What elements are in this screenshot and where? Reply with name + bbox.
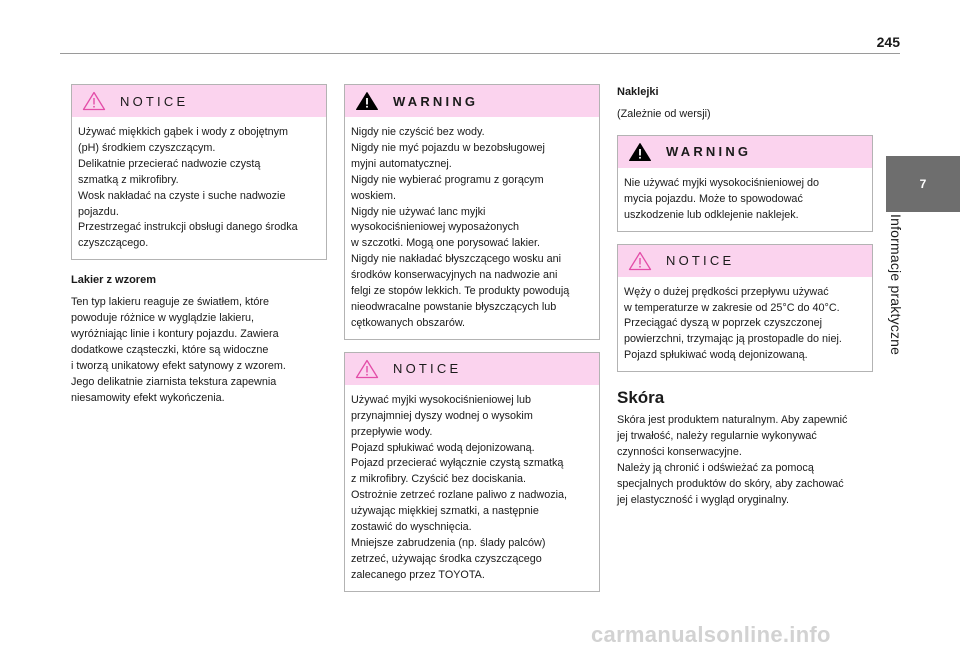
section-subnote: (Zależnie od wersji) bbox=[617, 108, 711, 120]
page-number: 245 bbox=[876, 34, 900, 50]
warning-triangle-filled-icon bbox=[355, 91, 379, 111]
notice-text: Używać myjki wysokociśnieniowej lub przynajmniej dyszy wodnej o wysokim przepływie wody. Pojazd spłukiwać wodą dejonizowaną. Pojazd przecierać wyłącznie czystą szmatką z mikrofibry. Czyścić bez dociskania. Ostrożnie zetrzeć rozlane paliwo z nadwozia, używając miękkiej szmatki, a następnie zostawić do wyschnięcia. Mniejsze zabrudzenia (np. ślady palców) zetrzeć, używając środka czyszczącego zalecanego przez TOYOTA. bbox=[351, 393, 568, 581]
warning-label: WARNING bbox=[393, 93, 479, 109]
warning-box bbox=[344, 84, 600, 340]
notice-label: NOTICE bbox=[393, 361, 462, 377]
section-heading: Naklejki bbox=[617, 86, 659, 98]
warning-text: Nie używać myjki wysokociśnieniowej do mycia pojazdu. Może to spowodować uszkodzenie lub odklejenie naklejek. bbox=[624, 176, 820, 221]
watermark: carmanualsonline.info bbox=[591, 622, 831, 647]
notice-text: Węży o dużej prędkości przepływu używać w temperaturze w zakresie od 25°C do 40°C. Przeciągać dyszą w poprzek czyszczonej powierzchni, trzymając ją prostopadle do niej. Pojazd spłukiwać wodą dejonizowaną. bbox=[624, 285, 842, 362]
warning-text: Nigdy nie czyścić bez wody. Nigdy nie myć pojazdu w bezobsługowej myjni automatycznej. Nigdy nie wybierać programu z gorącym woskiem. Nigdy nie używać lanc myjki wysokociśnieniowej wyposażonych w szczotki. Mogą one porysować lakier. Nigdy nie nakładać błyszczącego wosku ani środków konserwacyjnych na nadwozie ani felgi ze stopów lekkich. Te produkty powodują nieodwracalne powstanie błyszczących lub cętkowanych obszarów. bbox=[351, 126, 570, 329]
warning-triangle-outline-icon bbox=[82, 91, 106, 111]
section-paragraph: Ten typ lakieru reaguje ze światłem, które powoduje różnice w wyglądzie lakieru, wyróżniając linie i kontury pojazdu. Zawiera dodatkowe cząsteczki, które są widoczne i tworzą unikatowy efekt satynowy z wzorem. Jego delikatnie ziarnista tekstura zapewnia niesamowity efekt wykończenia. bbox=[71, 296, 286, 404]
warning-header bbox=[345, 85, 599, 117]
notice-box bbox=[617, 244, 873, 373]
notice-text: Używać miękkich gąbek i wody z obojętnym (pH) środkiem czyszczącym. Delikatnie przecierać nadwozie czystą szmatką z mikrofibry. Wosk nakładać na czyste i suche nadwozie pojazdu. Przestrzegać instrukcji obsługi danego środka czyszczącego. bbox=[78, 126, 298, 250]
chapter-tab[interactable]: 7 bbox=[886, 156, 960, 212]
column-2 bbox=[344, 84, 600, 604]
section-paragraph: Skóra jest produktem naturalnym. Aby zapewnić jej trwałość, należy regularnie wykonywać czynności konserwacyjne. Należy ją chronić i odświeżać za pomocą specjalnych produktów do skóry, aby zachować jej elastyczność i wygląd oryginalny. bbox=[617, 414, 848, 506]
chapter-title: Informacje praktyczne bbox=[888, 214, 904, 356]
warning-box bbox=[617, 135, 873, 232]
column-3 bbox=[617, 84, 873, 509]
warning-triangle-outline-icon bbox=[628, 251, 652, 271]
column-1 bbox=[71, 84, 327, 407]
warning-triangle-filled-icon bbox=[628, 142, 652, 162]
notice-header bbox=[345, 353, 599, 385]
warning-label: WARNING bbox=[666, 144, 752, 160]
chapter-title-container bbox=[888, 214, 912, 374]
notice-label: NOTICE bbox=[120, 93, 189, 109]
header-rule bbox=[60, 53, 900, 54]
section-title: Skóra bbox=[617, 388, 665, 408]
notice-header bbox=[618, 245, 872, 277]
notice-box bbox=[71, 84, 327, 260]
warning-triangle-outline-icon bbox=[355, 359, 379, 379]
notice-label: NOTICE bbox=[666, 253, 735, 269]
warning-header bbox=[618, 136, 872, 168]
notice-box bbox=[344, 352, 600, 592]
notice-header bbox=[72, 85, 326, 117]
section-heading: Lakier z wzorem bbox=[71, 274, 156, 287]
